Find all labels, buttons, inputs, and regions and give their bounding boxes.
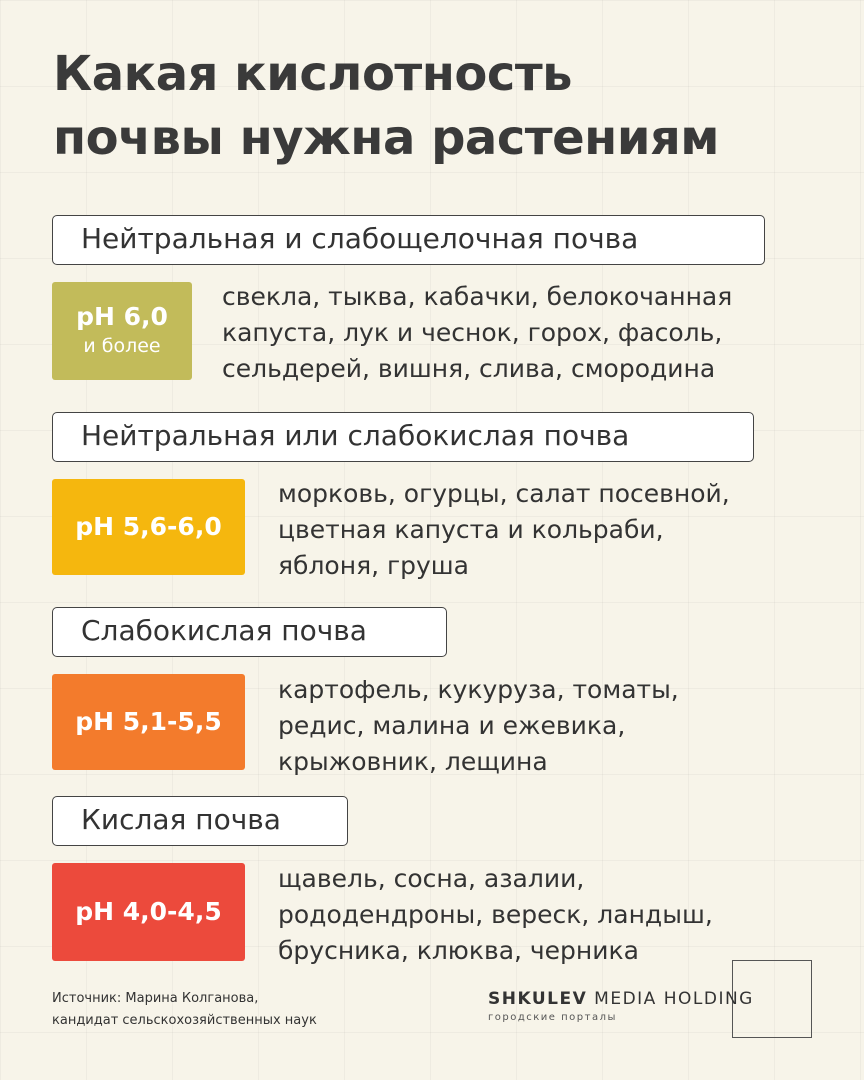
plant-list-neutral-weak-acid — [278, 476, 730, 584]
plant-list-weak-acid — [278, 672, 679, 780]
ph-badge-5-1-5-5 — [52, 674, 245, 770]
logo-rest: MEDIA HOLDING — [587, 989, 754, 1009]
ph-value: pH 6,0 — [76, 302, 168, 331]
plant-line: щавель, сосна, азалии, — [278, 864, 585, 893]
plant-line: цветная капуста и кольраби, — [278, 515, 664, 544]
publisher-logo[interactable] — [488, 988, 754, 1026]
plant-line: редис, малина и ежевика, — [278, 711, 626, 740]
ph-value: pH 4,0-4,5 — [75, 897, 222, 926]
category-label-neutral-weak-acid: Нейтральная или слабокислая почва — [52, 412, 754, 462]
category-label-weak-acid: Слабокислая почва — [52, 607, 447, 657]
category-label-acid: Кислая почва — [52, 796, 348, 846]
plant-line: свекла, тыква, кабачки, белокочанная — [222, 282, 733, 311]
plant-line: сельдерей, вишня, слива, смородина — [222, 354, 716, 383]
page-title — [53, 42, 719, 170]
plant-line: рододендроны, вереск, ландыш, — [278, 900, 713, 929]
title-line-2: почвы нужна растениям — [53, 110, 719, 166]
ph-badge-5-6-6-0 — [52, 479, 245, 575]
plant-list-neutral-alkaline — [222, 279, 732, 387]
logo-wordmark — [488, 988, 754, 1010]
plant-line: брусника, клюква, черника — [278, 936, 639, 965]
plant-line: морковь, огурцы, салат посевной, — [278, 479, 730, 508]
plant-line: крыжовник, лещина — [278, 747, 548, 776]
ph-note: и более — [83, 335, 161, 357]
source-line-2: кандидат сельскохозяйственных наук — [52, 1013, 317, 1028]
plant-line: картофель, кукуруза, томаты, — [278, 675, 679, 704]
plant-line: яблоня, груша — [278, 551, 470, 580]
source-note — [52, 988, 317, 1032]
logo-tagline: городские порталы — [488, 1012, 617, 1023]
plant-list-acid — [278, 861, 713, 969]
source-line-1: Источник: Марина Колганова, — [52, 991, 259, 1006]
title-line-1: Какая кислотность — [53, 46, 573, 102]
ph-value: pH 5,6-6,0 — [75, 512, 222, 541]
category-label-neutral-alkaline: Нейтральная и слабощелочная почва — [52, 215, 765, 265]
ph-value: pH 5,1-5,5 — [75, 707, 222, 736]
ph-badge-4-0-4-5 — [52, 863, 245, 961]
plant-line: капуста, лук и чеснок, горох, фасоль, — [222, 318, 723, 347]
logo-bold: SHKULEV — [488, 989, 588, 1009]
ph-badge-6-0 — [52, 282, 192, 380]
